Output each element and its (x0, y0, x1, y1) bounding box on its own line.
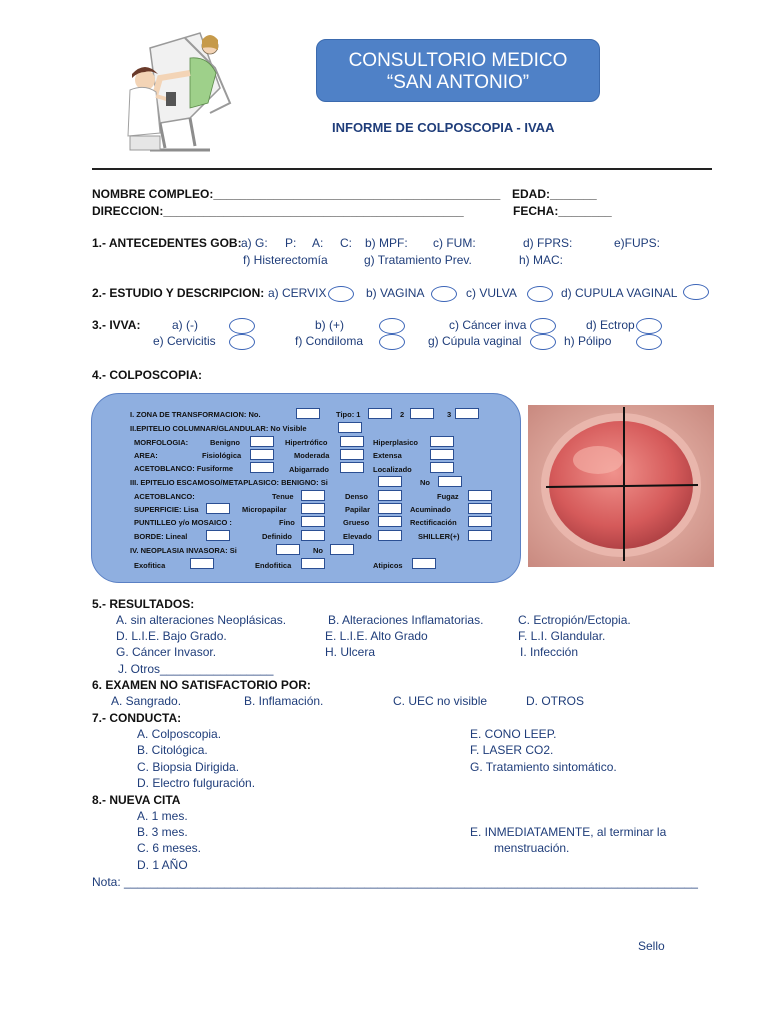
cervix-image (528, 405, 714, 567)
s2-cervix-label: a) CERVIX (268, 286, 327, 300)
clinic-title-line1: CONSULTORIO MEDICO (348, 50, 568, 71)
clinic-title-line2: “SAN ANTONIO” (386, 72, 530, 93)
benigno-label: Benigno (210, 438, 240, 447)
s3-neg-checkbox[interactable] (229, 318, 255, 334)
nosat-c[interactable]: C. UEC no visible (393, 694, 488, 708)
neoplasia-si-box[interactable] (276, 544, 300, 555)
neoplasia-no-label: No (313, 546, 323, 555)
abigarrado-label: Abigarrado (289, 465, 330, 474)
micropapilar-label: Micropapilar (242, 505, 287, 514)
localizado-box[interactable] (430, 462, 454, 473)
tipo3-label: 3 (447, 410, 452, 419)
header-divider (92, 168, 712, 170)
result-i[interactable]: I. Infección (520, 645, 579, 659)
cita-d[interactable]: D. 1 AÑO (137, 858, 188, 872)
s2-vagina-label: b) VAGINA (366, 286, 425, 300)
nosat-b[interactable]: B. Inflamación. (244, 694, 324, 708)
cita-a[interactable]: A. 1 mes. (137, 809, 188, 823)
benigno-box[interactable] (250, 436, 274, 447)
conducta-g[interactable]: G. Tratamiento sintomático. (470, 760, 617, 774)
result-d[interactable]: D. L.I.E. Bajo Grado. (116, 629, 227, 643)
s3-cervicitis-checkbox[interactable] (229, 334, 255, 350)
elevado-label: Elevado (343, 532, 372, 541)
nosat-a[interactable]: A. Sangrado. (111, 694, 182, 708)
clinic-title-box (316, 39, 600, 102)
nota-field[interactable]: Nota: ______________________________________________________________________________________ (92, 875, 698, 889)
exofitica-label: Exofitica (134, 561, 166, 570)
exam-date-field[interactable]: FECHA:________ (513, 204, 612, 218)
papilar-box[interactable] (378, 503, 402, 514)
lineal-box[interactable] (206, 530, 230, 541)
s3-condiloma-checkbox[interactable] (379, 334, 405, 350)
conducta-a[interactable]: A. Colposcopia. (137, 727, 222, 741)
rectificacion-box[interactable] (468, 516, 492, 527)
extensa-box[interactable] (430, 449, 454, 460)
s3-cancer-label: c) Cáncer inva (449, 318, 527, 332)
s3-ectrop-label: d) Ectrop (586, 318, 635, 332)
grueso-label: Grueso (343, 518, 370, 527)
grueso-box[interactable] (378, 516, 402, 527)
tenue-box[interactable] (301, 490, 325, 501)
benigno-si-box[interactable] (378, 476, 402, 487)
zona-no-box[interactable] (296, 408, 320, 419)
acuminado-label: Acuminado (410, 505, 451, 514)
s1-mac: h) MAC: (519, 253, 564, 267)
fisiologica-label: Fisiológica (202, 451, 242, 460)
s3-cupula-label: g) Cúpula vaginal (428, 334, 522, 348)
tenue-label: Tenue (272, 492, 294, 501)
section5-heading: 5.- RESULTADOS: (92, 597, 195, 611)
tipo2-box[interactable] (410, 408, 434, 419)
patient-age-field[interactable]: EDAD:_______ (512, 187, 597, 201)
atipicos-box[interactable] (412, 558, 436, 569)
fisiologica-box[interactable] (250, 449, 274, 460)
s1-cesareas: C: (340, 236, 352, 250)
result-e[interactable]: E. L.I.E. Alto Grado (325, 629, 428, 643)
s3-polipo-label: h) Pólipo (564, 334, 612, 348)
fino-box[interactable] (301, 516, 325, 527)
s1-abortos: A: (312, 236, 324, 250)
epitelio-escamoso-label: III. EPITELIO ESCAMOSO/METAPLASICO: BENIGNO: Si (130, 478, 328, 487)
s2-vulva-label: c) VULVA (466, 286, 517, 300)
fugaz-box[interactable] (468, 490, 492, 501)
section7-heading: 7.- CONDUCTA: (92, 711, 182, 725)
neoplasia-label: IV. NEOPLASIA INVASORA: Si (130, 546, 237, 555)
report-title: INFORME DE COLPOSCOPIA - IVAA (332, 120, 555, 135)
hipertrofico-box[interactable] (340, 436, 364, 447)
sello-label: Sello (638, 939, 665, 953)
neoplasia-no-box[interactable] (330, 544, 354, 555)
s3-polipo-checkbox[interactable] (636, 334, 662, 350)
result-j[interactable]: J. Otros_________________ (118, 662, 274, 676)
conducta-b[interactable]: B. Citológica. (137, 743, 208, 757)
micropapilar-box[interactable] (301, 503, 325, 514)
denso-label: Denso (345, 492, 368, 501)
hiperplasico-box[interactable] (430, 436, 454, 447)
gynecological-exam-illustration (90, 28, 240, 158)
moderada-label: Moderada (294, 451, 330, 460)
s3-cancer-checkbox[interactable] (530, 318, 556, 334)
denso-box[interactable] (378, 490, 402, 501)
colposcopy-panel (91, 393, 521, 583)
papilar-label: Papilar (345, 505, 371, 514)
benigno-no-box[interactable] (438, 476, 462, 487)
definido-label: Definido (262, 532, 292, 541)
benigno-no-label: No (420, 478, 430, 487)
acuminado-box[interactable] (468, 503, 492, 514)
s3-condiloma-label: f) Condiloma (295, 334, 364, 348)
exofitica-box[interactable] (190, 558, 214, 569)
result-g[interactable]: G. Cáncer Invasor. (116, 645, 217, 659)
s3-pos-checkbox[interactable] (379, 318, 405, 334)
s2-vagina-checkbox[interactable] (431, 286, 457, 302)
s1-histerectomia: f) Histerectomía (243, 253, 328, 267)
shiller-label: SHILLER(+) (418, 532, 460, 541)
tipo1-box[interactable] (368, 408, 392, 419)
result-f[interactable]: F. L.I. Glandular. (518, 629, 606, 643)
elevado-box[interactable] (378, 530, 402, 541)
s2-cervix-checkbox[interactable] (328, 286, 354, 302)
conducta-e[interactable]: E. CONO LEEP. (470, 727, 557, 741)
cita-e[interactable]: E. INMEDIATAMENTE, al terminar la (470, 825, 667, 839)
lisa-box[interactable] (206, 503, 230, 514)
s2-cupula-checkbox[interactable] (683, 284, 709, 300)
rectificacion-label: Rectificación (410, 518, 457, 527)
conducta-f[interactable]: F. LASER CO2. (470, 743, 554, 757)
fusiforme-box[interactable] (250, 462, 274, 473)
extensa-label: Extensa (373, 451, 402, 460)
s3-ectrop-checkbox[interactable] (636, 318, 662, 334)
moderada-box[interactable] (340, 449, 364, 460)
definido-box[interactable] (301, 530, 325, 541)
tipo1-label: Tipo: 1 (336, 410, 361, 419)
section6-heading: 6. EXAMEN NO SATISFACTORIO POR: (92, 678, 311, 692)
localizado-label: Localizado (373, 465, 412, 474)
s1-fprs: d) FPRS: (523, 236, 573, 250)
shiller-box[interactable] (468, 530, 492, 541)
area-label: AREA: (134, 451, 158, 460)
s1-tratamiento-prev: g) Tratamiento Prev. (364, 253, 472, 267)
morfologia-label: MORFOLOGIA: (134, 438, 189, 447)
s3-pos-label: b) (+) (315, 318, 345, 332)
section3-heading: 3.- IVVA: (92, 318, 141, 332)
abigarrado-box[interactable] (340, 462, 364, 473)
acetoblanco-label: ACETOBLANCO: Fusiforme (134, 464, 234, 473)
superficie-label: SUPERFICIE: Lisa (134, 505, 199, 514)
fugaz-label: Fugaz (437, 492, 459, 501)
result-a[interactable]: A. sin alteraciones Neoplásicas. (116, 613, 287, 627)
fino-label: Fino (279, 518, 295, 527)
atipicos-label: Atipicos (373, 561, 403, 570)
section4-heading: 4.- COLPOSCOPIA: (92, 368, 203, 382)
tipo2-label: 2 (400, 410, 405, 419)
s2-cupula-label: d) CUPULA VAGINAL (561, 286, 678, 300)
epitelio-columnar-label: II.EPITELIO COLUMNAR/GLANDULAR: No Visible (130, 424, 307, 433)
patient-address-field[interactable]: DIRECCION:_____________________________________________ (92, 204, 464, 218)
s3-cupula-checkbox[interactable] (530, 334, 556, 350)
patient-name-field[interactable]: NOMBRE COMPLEO:___________________________________________ (92, 187, 501, 201)
endofitica-box[interactable] (301, 558, 325, 569)
s3-cervicitis-label: e) Cervicitis (153, 334, 216, 348)
cita-c[interactable]: C. 6 meses. (137, 841, 202, 855)
conducta-c[interactable]: C. Biopsia Dirigida. (137, 760, 240, 774)
hipertrofico-label: Hipertrófico (285, 438, 328, 447)
conducta-d[interactable]: D. Electro fulguración. (137, 776, 256, 790)
result-h[interactable]: H. Ulcera (325, 645, 376, 659)
no-visible-box[interactable] (338, 422, 362, 433)
cita-e-cont: menstruación. (494, 841, 570, 855)
section8-heading: 8.- NUEVA CITA (92, 793, 181, 807)
acetoblanco2-label: ACETOBLANCO: (134, 492, 195, 501)
s1-fum: c) FUM: (433, 236, 476, 250)
hiperplasico-label: Hiperplasico (373, 438, 419, 447)
nosat-d[interactable]: D. OTROS (526, 694, 585, 708)
tipo3-box[interactable] (455, 408, 479, 419)
s2-vulva-checkbox[interactable] (527, 286, 553, 302)
result-b[interactable]: B. Alteraciones Inflamatorias. (328, 613, 484, 627)
s1-mpf: b) MPF: (365, 236, 408, 250)
result-c[interactable]: C. Ectropión/Ectopia. (518, 613, 631, 627)
zona-transformacion-label: I. ZONA DE TRANSFORMACION: No. (130, 410, 261, 419)
endofitica-label: Endofitica (255, 561, 292, 570)
borde-label: BORDE: Lineal (134, 532, 188, 541)
s1-fups: e)FUPS: (614, 236, 661, 250)
s1-para: P: (285, 236, 297, 250)
s1-gravida: a) G: (241, 236, 268, 250)
s3-neg-label: a) (-) (172, 318, 198, 332)
section1-heading: 1.- ANTECEDENTES GOB: (92, 236, 242, 250)
puntilleo-label: PUNTILLEO y/o MOSAICO : (134, 518, 232, 527)
cita-b[interactable]: B. 3 mes. (137, 825, 188, 839)
section2-heading: 2.- ESTUDIO Y DESCRIPCION: (92, 286, 265, 300)
